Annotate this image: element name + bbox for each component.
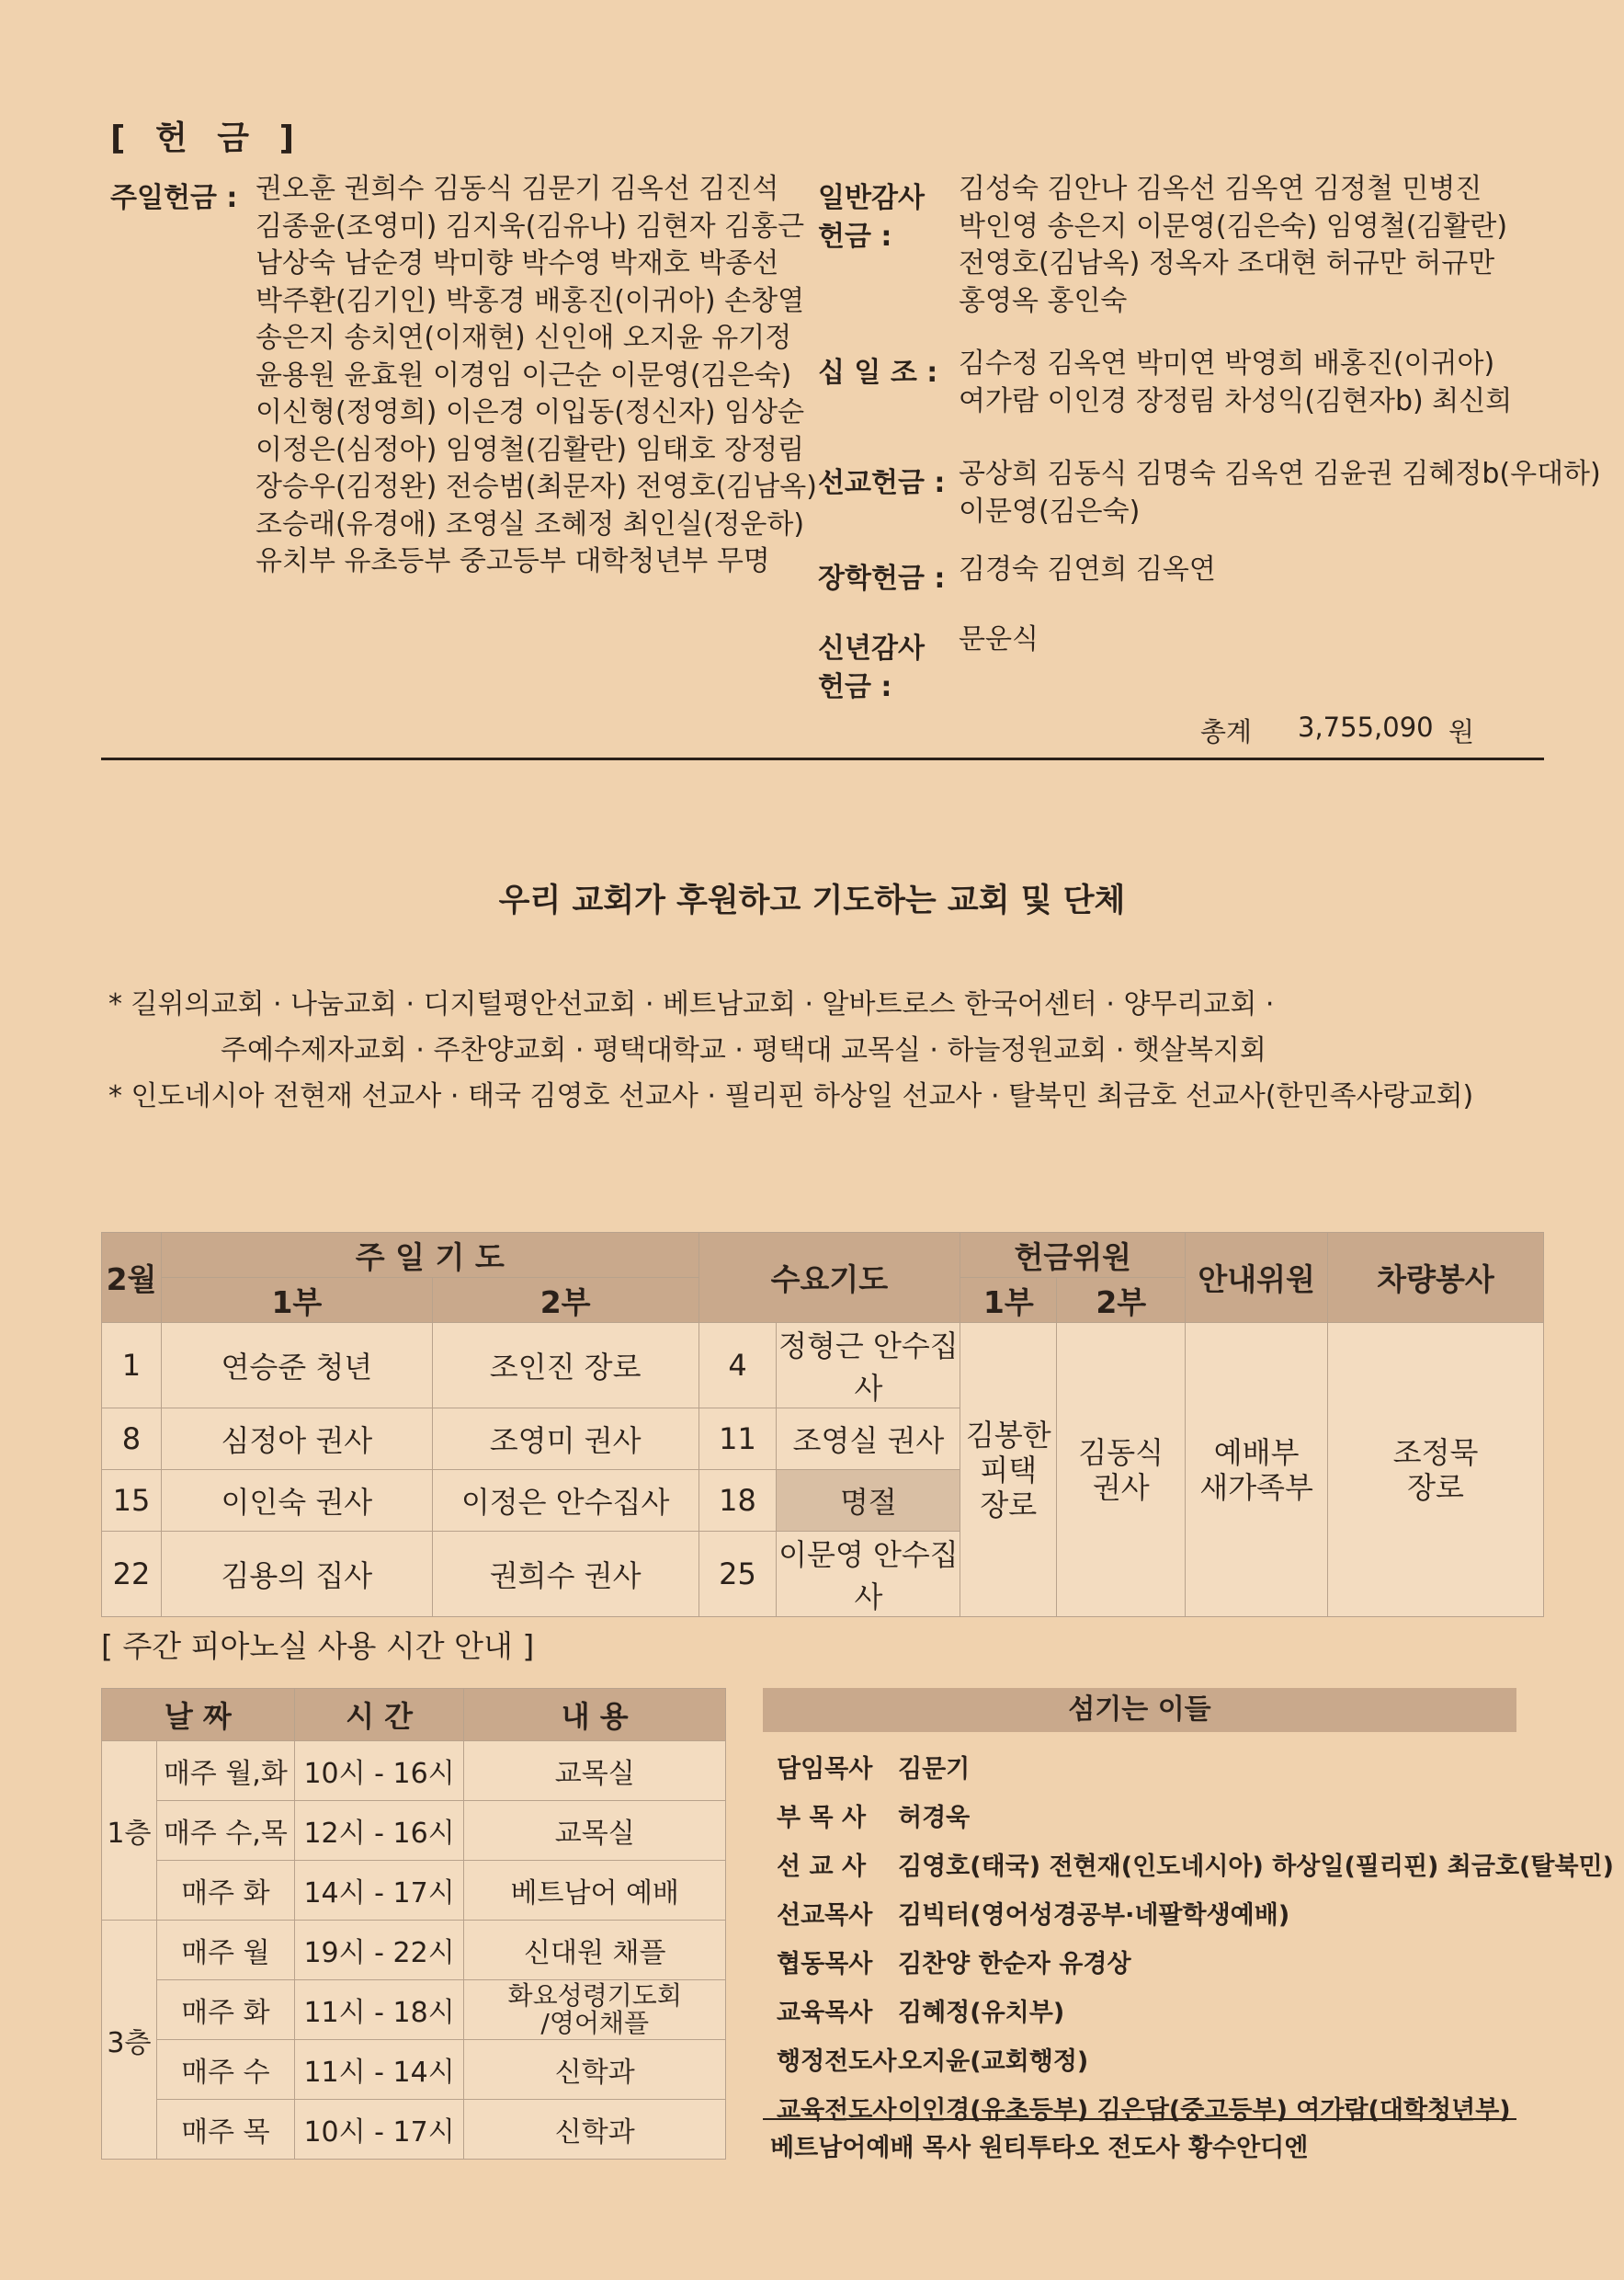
sunday-offering-list <box>256 171 817 581</box>
wednesday-date: 11 <box>698 1408 777 1470</box>
piano-time: 12시 - 16시 <box>294 1801 464 1861</box>
staff-names: 김빅터(영어성경공부·네팔학생예배) <box>898 1901 1290 1930</box>
sunday-date: 22 <box>102 1532 162 1617</box>
piano-content: 신학과 <box>464 2100 726 2160</box>
piano-day: 매주 수 <box>156 2040 294 2100</box>
vietnamese-service-staff: 베트남어예배 목사 원티투타오 전도사 황수안디엔 <box>770 2134 1309 2162</box>
offering-part1-header: 1부 <box>960 1278 1057 1323</box>
sunday-offering-line: 김종윤(조영미) 김지욱(김유나) 김현자 김홍근 <box>256 210 805 243</box>
piano-content: 베트남어 예배 <box>464 1861 726 1921</box>
staff-row <box>777 1745 1614 1794</box>
staff-divider <box>763 2118 1516 2120</box>
mission-offering-list <box>959 456 1601 530</box>
piano-day: 매주 수,목 <box>156 1801 294 1861</box>
vehicle-line: 조정묵 <box>1392 1434 1479 1470</box>
floor-3-label: 3층 <box>102 1921 157 2160</box>
staff-list <box>777 1745 1614 2135</box>
part1-header: 1부 <box>161 1278 432 1323</box>
piano-day: 매주 월,화 <box>156 1741 294 1801</box>
piano-time: 10시 - 16시 <box>294 1741 464 1801</box>
sunday-offering-label: 주일헌금 : <box>110 182 238 214</box>
tithe-label: 십 일 조 : <box>818 357 938 389</box>
piano-day: 매주 화 <box>156 1861 294 1921</box>
staff-names: 이인경(유초등부) 김은담(중고등부) 여가람(대학청년부) <box>898 2096 1511 2125</box>
offering-part2-header: 2부 <box>1057 1278 1186 1323</box>
sunday-offering-line: 박주환(김기인) 박홍경 배홍진(이귀아) 손창열 <box>256 284 805 317</box>
offering-part2-member <box>1057 1323 1186 1617</box>
sunday-offering-line: 유치부 유초등부 중고등부 대학청년부 무명 <box>256 545 770 577</box>
support-list <box>108 982 1473 1120</box>
vehicle-line: 장로 <box>1407 1469 1464 1505</box>
general-thanks-label-2: 헌금 : <box>818 221 892 253</box>
vehicle-volunteer <box>1328 1323 1544 1617</box>
part1-leader: 김용의 집사 <box>161 1532 432 1617</box>
section-divider <box>101 758 1544 760</box>
offering-part1-line: 김봉한 <box>965 1417 1051 1453</box>
piano-content: 신대원 채플 <box>464 1921 726 1980</box>
piano-time: 14시 - 17시 <box>294 1861 464 1921</box>
offering-part2-line: 김동식 <box>1078 1434 1164 1470</box>
usher-line: 새가족부 <box>1199 1469 1313 1505</box>
staff-row <box>777 1794 1614 1842</box>
part2-header: 2부 <box>432 1278 698 1323</box>
wednesday-prayer-header: 수요기도 <box>698 1233 960 1323</box>
usher-line: 예배부 <box>1213 1434 1300 1470</box>
staff-role: 선 교 사 <box>777 1852 867 1881</box>
wednesday-leader: 이문영 안수집사 <box>777 1532 960 1617</box>
staff-row <box>777 2037 1614 2086</box>
sunday-offering-line: 이정은(심정아) 임영철(김활란) 임태호 장정림 <box>256 433 805 466</box>
part1-leader: 연승준 청년 <box>161 1323 432 1408</box>
time-header: 시 간 <box>294 1689 464 1741</box>
staff-role: 교육전도사 <box>777 2096 897 2125</box>
scholarship-offering-label: 장학헌금 : <box>818 563 946 595</box>
staff-names: 김영호(태국) 전현재(인도네시아) 하상일(필리핀) 최금호(탈북민) <box>898 1852 1614 1881</box>
staff-role: 부 목 사 <box>777 1804 867 1832</box>
part1-leader: 이인숙 권사 <box>161 1470 432 1532</box>
vehicle-header: 차량봉사 <box>1328 1233 1544 1323</box>
sunday-offering-line: 권오훈 권희수 김동식 김문기 김옥선 김진석 <box>256 173 779 205</box>
wednesday-date: 18 <box>698 1470 777 1532</box>
staff-role: 협동목사 <box>777 1950 873 1978</box>
sunday-date: 15 <box>102 1470 162 1532</box>
sunday-offering-line: 이신형(정영희) 이은경 이입동(정신자) 임상순 <box>256 396 805 428</box>
newyear-thanks-label: 신년감사 <box>818 633 925 665</box>
staff-names: 오지윤(교회행정) <box>898 2047 1089 2076</box>
mission-offering-label: 선교헌금 : <box>818 467 946 499</box>
part2-leader: 조영미 권사 <box>432 1408 698 1470</box>
date-header: 날 짜 <box>102 1689 295 1741</box>
staff-header: 섬기는 이들 <box>763 1688 1516 1732</box>
sunday-date: 8 <box>102 1408 162 1470</box>
staff-role: 선교목사 <box>777 1901 873 1930</box>
mission-offering-line: 이문영(김은숙) <box>959 495 1141 528</box>
total-amount: 3,755,090 <box>1298 712 1434 743</box>
offering-part1-member <box>960 1323 1057 1617</box>
floor-1-label: 1층 <box>102 1741 157 1921</box>
general-thanks-label: 일반감사 <box>818 182 925 214</box>
offering-part2-line: 권사 <box>1092 1469 1150 1505</box>
staff-names: 김문기 <box>898 1755 971 1784</box>
tithe-line: 여가람 이인경 장정림 차성익(김현자b) 최신희 <box>959 384 1513 417</box>
wednesday-date: 4 <box>698 1323 777 1408</box>
sunday-date: 1 <box>102 1323 162 1408</box>
offering-part1-line: 피택 <box>980 1452 1038 1488</box>
piano-room-title: [ 주간 피아노실 사용 시간 안내 ] <box>101 1628 535 1664</box>
mission-offering-line: 공상희 김동식 김명숙 김옥연 김윤권 김혜정b(우대하) <box>959 458 1601 490</box>
piano-day: 매주 화 <box>156 1980 294 2040</box>
support-line: * 인도네시아 전현재 선교사 · 태국 김영호 선교사 · 필리핀 하상일 선교사 · 탈북민 최금호 선교사(한민족사랑교회) <box>108 1080 1474 1112</box>
sunday-offering-line: 조승래(유경애) 조영실 조혜정 최인실(정운하) <box>256 507 805 541</box>
staff-role: 담임목사 <box>777 1755 873 1784</box>
part2-leader: 권희수 권사 <box>432 1532 698 1617</box>
wednesday-date: 25 <box>698 1532 777 1617</box>
piano-time: 11시 - 14시 <box>294 2040 464 2100</box>
prayer-schedule-table <box>101 1232 1544 1617</box>
offering-part1-line: 장로 <box>980 1487 1038 1522</box>
wednesday-leader: 정형근 안수집사 <box>777 1323 960 1408</box>
general-thanks-line: 홍영옥 홍인숙 <box>959 284 1128 317</box>
staff-row <box>777 1940 1614 1989</box>
staff-names: 김혜정(유치부) <box>898 1999 1065 2027</box>
total-label: 총계 <box>1200 716 1253 747</box>
staff-names: 허경욱 <box>898 1804 971 1832</box>
wednesday-leader: 조영실 권사 <box>777 1408 960 1470</box>
sunday-prayer-header: 주 일 기 도 <box>161 1233 698 1278</box>
general-thanks-line: 박인영 송은지 이문영(김은숙) 임영철(김활란) <box>959 210 1508 243</box>
staff-row <box>777 1891 1614 1940</box>
piano-content: 교목실 <box>464 1801 726 1861</box>
part2-leader: 이정은 안수집사 <box>432 1470 698 1532</box>
content-header: 내 용 <box>464 1689 726 1741</box>
staff-row <box>777 1842 1614 1891</box>
piano-content: 교목실 <box>464 1741 726 1801</box>
tithe-list <box>959 346 1512 420</box>
piano-day: 매주 목 <box>156 2100 294 2160</box>
sunday-offering-line: 윤용원 윤효원 이경임 이근순 이문영(김은숙) <box>256 359 792 392</box>
staff-role: 행정전도사 <box>777 2047 897 2076</box>
piano-content: 신학과 <box>464 2040 726 2100</box>
usher-header: 안내위원 <box>1186 1233 1328 1323</box>
offering-section-title: [ 헌 금 ] <box>110 120 304 157</box>
part2-leader: 조인진 장로 <box>432 1323 698 1408</box>
piano-content-line: 화요성령기도회 <box>507 1980 682 2011</box>
offering-committee-header: 헌금위원 <box>960 1233 1186 1278</box>
sunday-offering-line: 장승우(김정완) 전승범(최문자) 전영호(김남옥) <box>256 471 817 503</box>
support-heading: 우리 교회가 후원하고 기도하는 교회 및 단체 <box>498 883 1126 919</box>
piano-time: 11시 - 18시 <box>294 1980 464 2040</box>
piano-content <box>464 1980 726 2040</box>
newyear-thanks-label-2: 헌금 : <box>818 671 892 703</box>
staff-names: 김찬양 한순자 유경상 <box>898 1950 1131 1978</box>
wednesday-holiday: 명절 <box>777 1470 960 1532</box>
general-thanks-line: 김성숙 김안나 김옥선 김옥연 김정철 민병진 <box>959 173 1482 205</box>
general-thanks-line: 전영호(김남옥) 정옥자 조대현 허규만 허규만 <box>959 247 1495 279</box>
piano-day: 매주 월 <box>156 1921 294 1980</box>
piano-time: 10시 - 17시 <box>294 2100 464 2160</box>
tithe-line: 김수정 김옥연 박미연 박영희 배홍진(이귀아) <box>959 348 1495 380</box>
piano-content-line: /영어채플 <box>540 2008 650 2038</box>
support-line: * 길위의교회 · 나눔교회 · 디지털평안선교회 · 베트남교회 · 알바트로스 한국어센터 · 양무리교회 · <box>108 988 1275 1020</box>
support-line: 주예수제자교회 · 주찬양교회 · 평택대학교 · 평택대 교목실 · 하늘정원교회 · 햇살복지회 <box>221 1034 1266 1066</box>
part1-leader: 심정아 권사 <box>161 1408 432 1470</box>
staff-role: 교육목사 <box>777 1999 873 2027</box>
usher-team <box>1186 1323 1328 1617</box>
scholarship-offering-names: 김경숙 김연희 김옥연 <box>959 553 1216 586</box>
total-unit: 원 <box>1448 716 1475 747</box>
general-thanks-list <box>959 171 1507 320</box>
staff-row <box>777 1989 1614 2037</box>
piano-time: 19시 - 22시 <box>294 1921 464 1980</box>
sunday-offering-line: 남상숙 남순경 박미향 박수영 박재호 박종선 <box>256 247 779 279</box>
sunday-offering-line: 송은지 송치연(이재현) 신인애 오지윤 유기정 <box>256 322 792 354</box>
piano-room-table <box>101 1688 726 2160</box>
month-header: 2월 <box>102 1233 162 1323</box>
newyear-thanks-names: 문운식 <box>959 623 1039 656</box>
